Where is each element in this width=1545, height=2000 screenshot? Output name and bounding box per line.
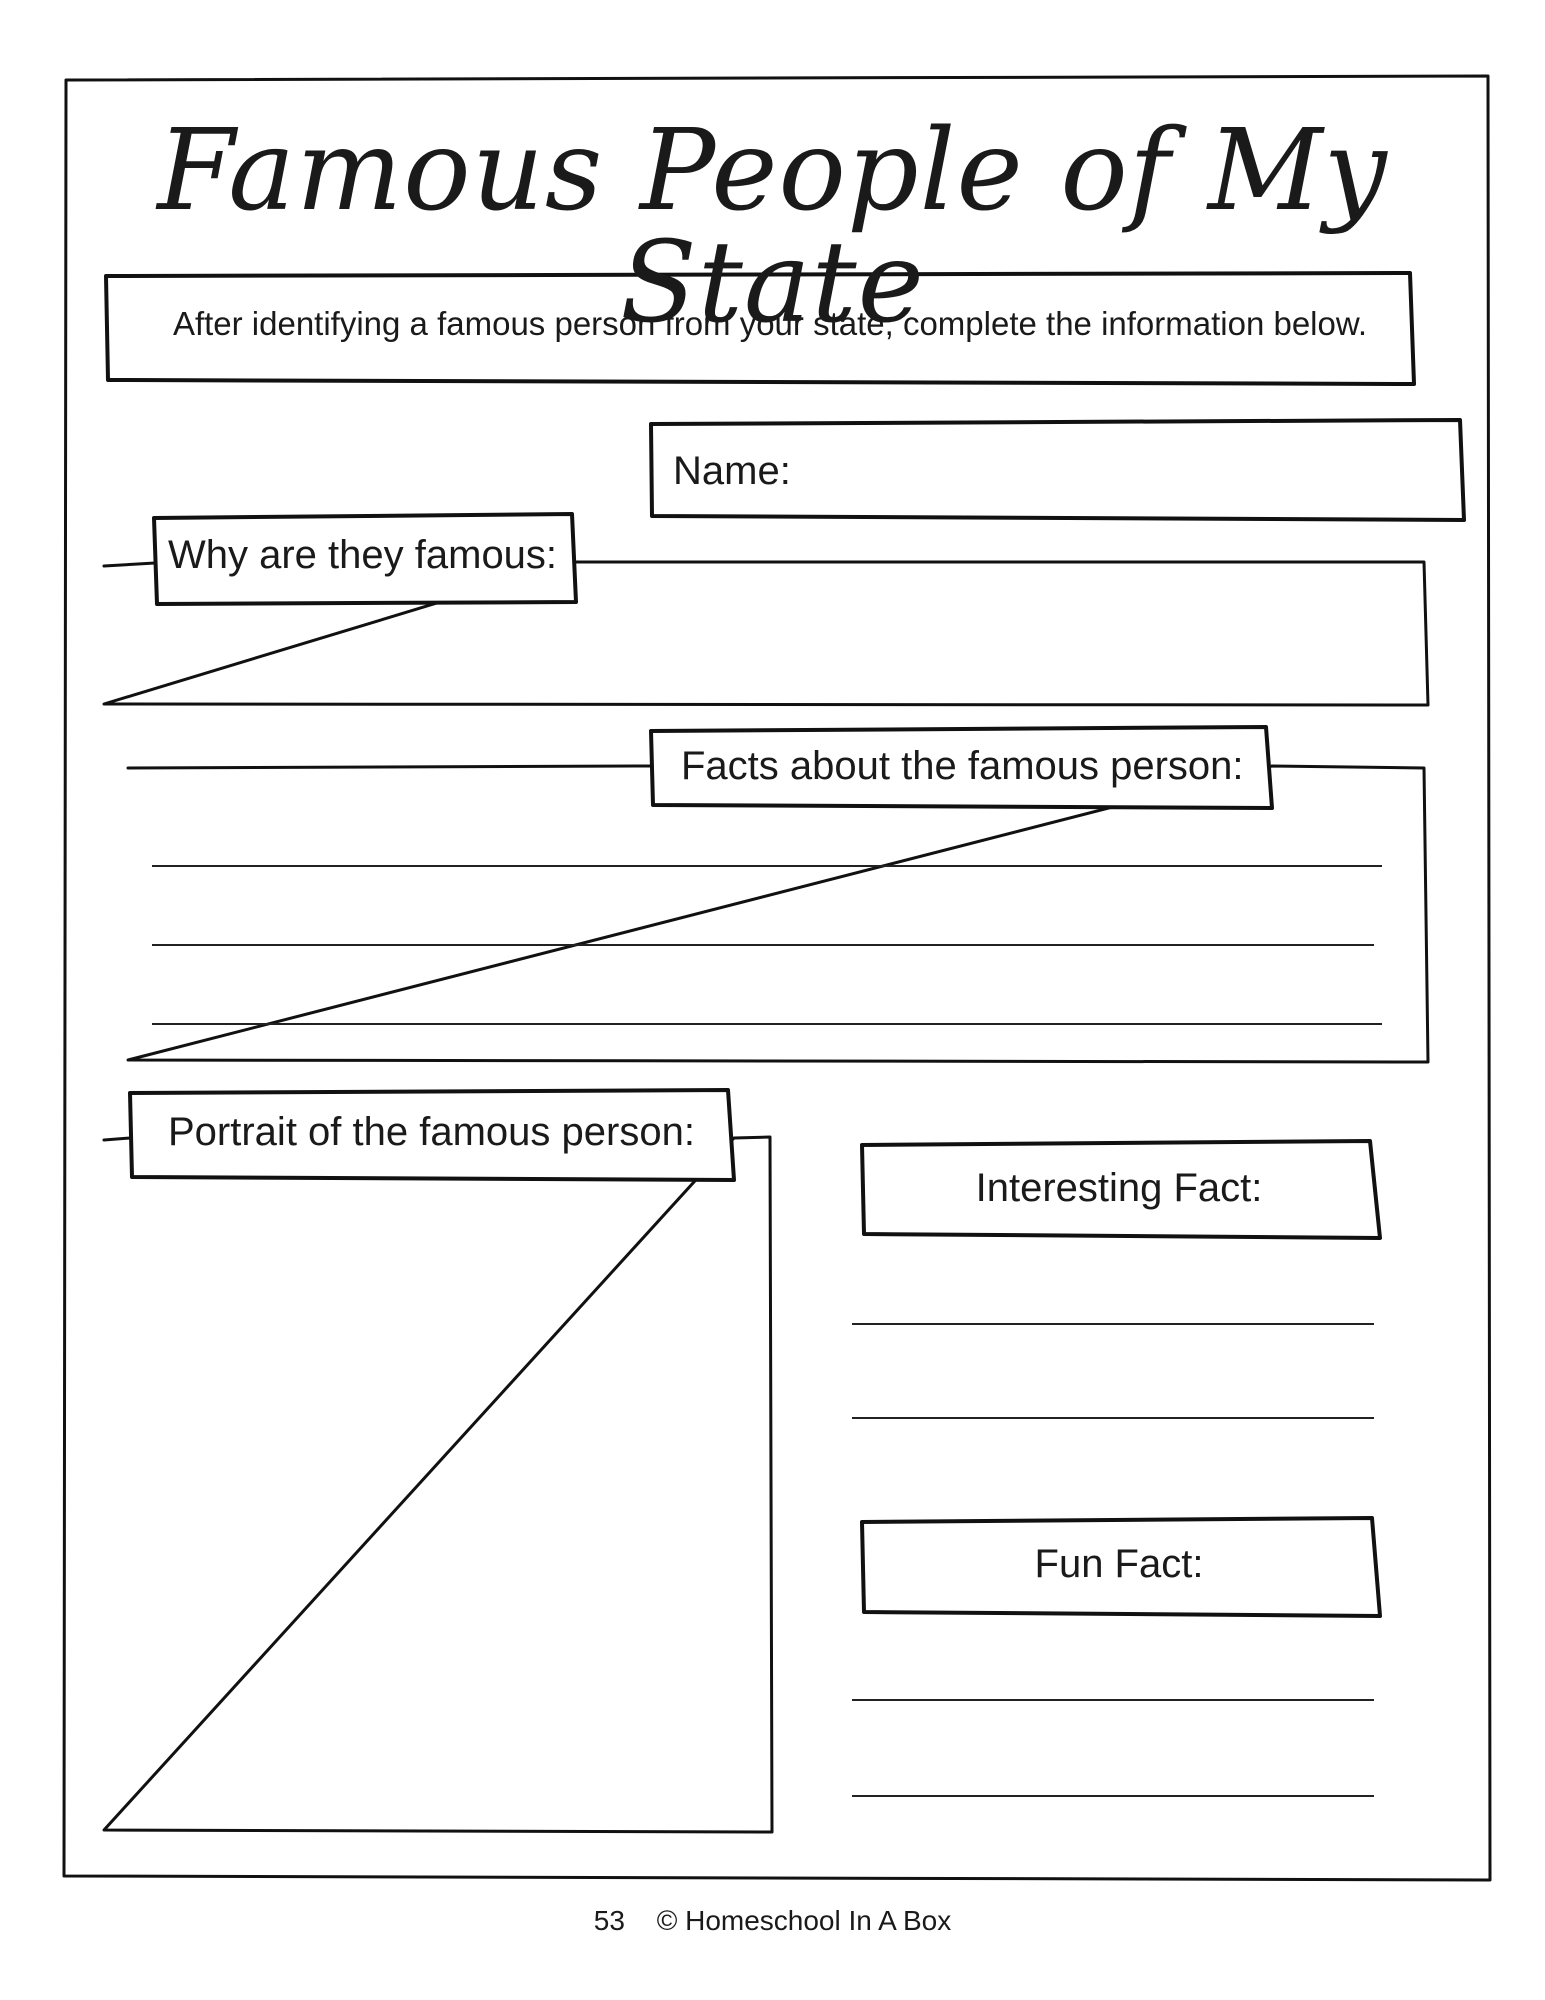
- name-field[interactable]: [790, 440, 1440, 500]
- copyright-text: © Homeschool In A Box: [656, 1905, 952, 1936]
- facts-line-3[interactable]: [152, 980, 1382, 1030]
- interesting-fact-label: Interesting Fact:: [975, 1166, 1263, 1210]
- fun-fact-line-2[interactable]: [852, 1752, 1374, 1797]
- instructions-text: After identifying a famous person from your state, complete the information below.: [172, 305, 1368, 342]
- why-famous-field[interactable]: [115, 610, 1415, 695]
- why-famous-label: Why are they famous:: [168, 533, 558, 577]
- page-number: 53: [593, 1905, 625, 1936]
- facts-line-1[interactable]: [152, 820, 1382, 870]
- page-footer: [0, 1905, 1545, 1937]
- page-title: Famous People of My State: [157, 106, 1388, 348]
- interesting-fact-line-2[interactable]: [852, 1374, 1374, 1419]
- name-label: Name:: [673, 449, 791, 493]
- portrait-drawing-area[interactable]: [115, 1190, 760, 1820]
- interesting-fact-line-1[interactable]: [852, 1280, 1374, 1325]
- facts-line-2[interactable]: [152, 900, 1374, 950]
- facts-label: Facts about the famous person:: [681, 744, 1244, 788]
- fun-fact-label: Fun Fact:: [1034, 1542, 1204, 1586]
- fun-fact-line-1[interactable]: [852, 1656, 1374, 1701]
- portrait-label: Portrait of the famous person:: [168, 1110, 695, 1154]
